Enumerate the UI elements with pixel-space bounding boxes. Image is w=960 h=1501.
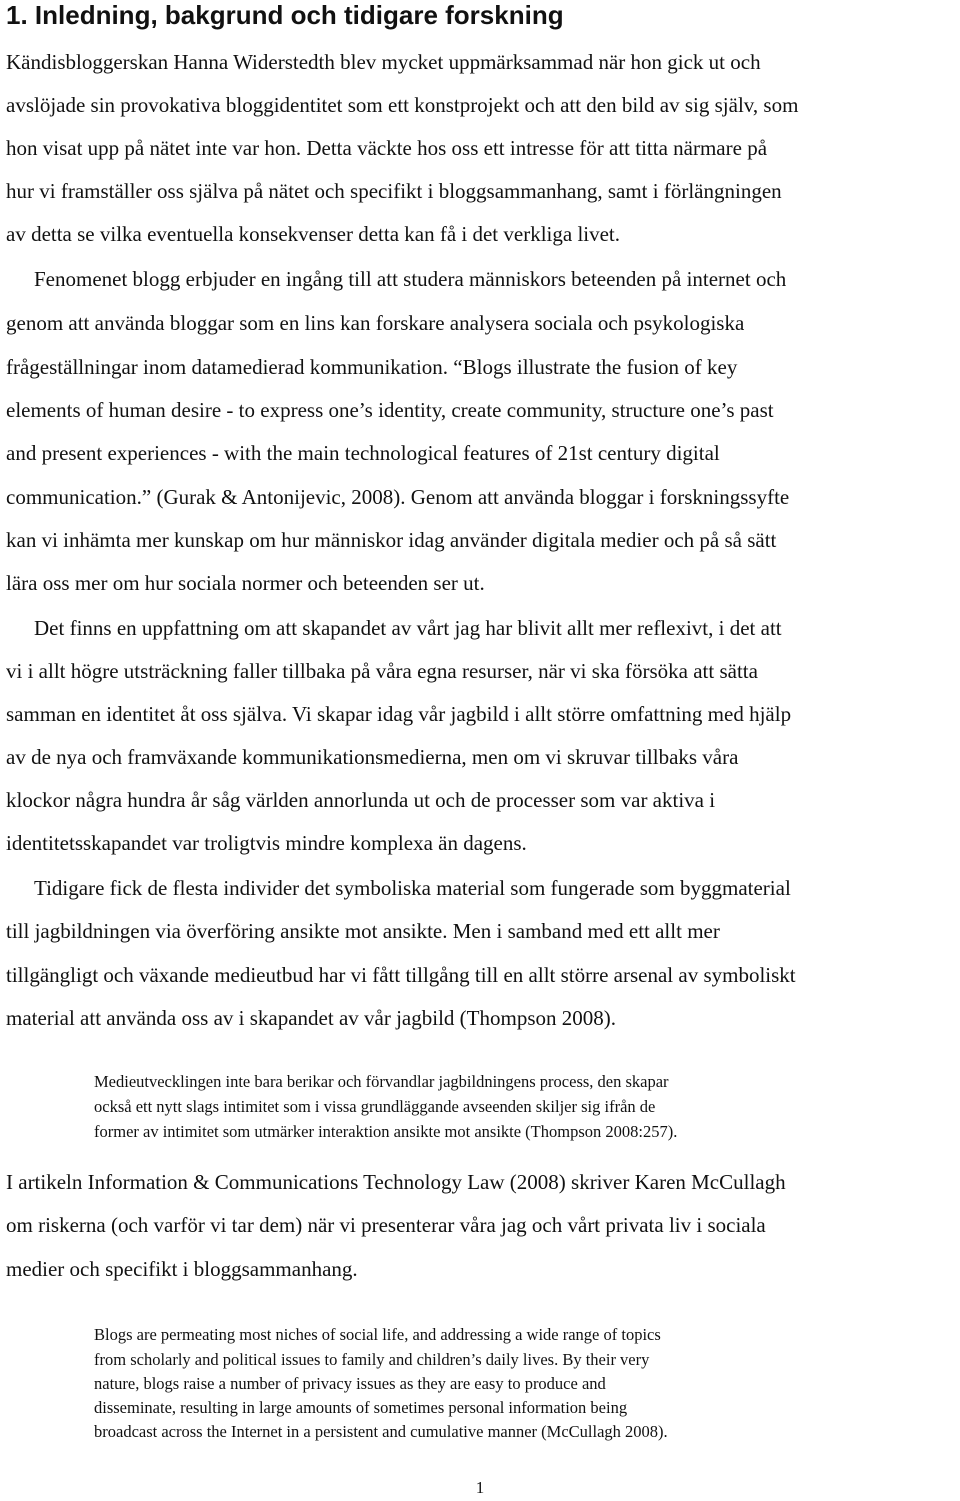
block-quote-2-line: disseminate, resulting in large amounts of sometimes personal information being <box>94 1398 628 1417</box>
paragraph-5-line: medier och specifikt i bloggsammanhang. <box>6 1257 358 1281</box>
block-quote-1-line: former av intimitet som utmärker interaktion ansikte mot ansikte (Thompson 2008:257). <box>94 1122 678 1141</box>
paragraph-1-line: hur vi framställer oss själva på nätet och specifikt i bloggsammanhang, samt i förlängningen <box>6 179 782 203</box>
paragraph-3-line: samman en identitet åt oss själva. Vi skapar idag vår jagbild i allt större omfattning med hjälp <box>6 702 792 726</box>
paragraph-3-line: vi i allt högre utsträckning faller tillbaka på våra egna resurser, när vi ska försöka att sätta <box>6 659 758 683</box>
section-heading: 1. Inledning, bakgrund och tidigare forskning <box>6 0 564 30</box>
paragraph-1-line: hon visat upp på nätet inte var hon. Detta väckte hos oss ett intresse för att titta närmare på <box>6 136 768 160</box>
paragraph-3-line: klockor några hundra år såg världen annorlunda ut och de processer som var aktiva i <box>6 788 716 812</box>
paragraph-2-line: communication.” (Gurak & Antonijevic, 2008). Genom att använda bloggar i forskningssyfte <box>6 485 790 509</box>
paragraph-2-line: kan vi inhämta mer kunskap om hur människor idag använder digitala medier och på så sätt <box>6 528 777 552</box>
paragraph-3-line: av de nya och framväxande kommunikationsmedierna, men om vi skruvar tillbaks våra <box>6 745 739 769</box>
page-number: 1 <box>475 1478 485 1497</box>
paragraph-5-line: om riskerna (och varför vi tar dem) när vi presenterar våra jag och vårt privata liv i sociala <box>6 1213 766 1237</box>
paragraph-4-line: Tidigare fick de flesta individer det symboliska material som fungerade som byggmaterial <box>34 876 791 900</box>
paragraph-1-line: av detta se vilka eventuella konsekvenser detta kan få i det verkliga livet. <box>6 222 621 246</box>
block-quote-2-line: broadcast across the Internet in a persistent and cumulative manner (McCullagh 2008). <box>94 1422 668 1441</box>
paragraph-1-line: avslöjade sin provokativa bloggidentitet som ett konstprojekt och att den bild av sig själv, som <box>6 93 799 117</box>
paragraph-2-line: Fenomenet blogg erbjuder en ingång till att studera människors beteenden på internet och <box>34 267 787 291</box>
paragraph-4-line: tillgängligt och växande medieutbud har vi fått tillgång till en allt större arsenal av symboliskt <box>6 963 796 987</box>
block-quote-1-line: också ett nytt slags intimitet som i vissa grundläggande avseenden skiljer sig ifrån de <box>94 1097 656 1116</box>
paragraph-5-line: I artikeln Information & Communications Technology Law (2008) skriver Karen McCullagh <box>6 1170 786 1194</box>
block-quote-2-line: Blogs are permeating most niches of social life, and addressing a wide range of topics <box>94 1325 661 1344</box>
block-quote-1-line: Medieutvecklingen inte bara berikar och förvandlar jagbildningens process, den skapar <box>94 1072 669 1091</box>
paragraph-2-line: lära oss mer om hur sociala normer och beteenden ser ut. <box>6 571 485 595</box>
paragraph-2-line: frågeställningar inom datamedierad kommunikation. “Blogs illustrate the fusion of key <box>6 355 738 379</box>
paragraph-3-line: identitetsskapandet var troligtvis mindre komplexa än dagens. <box>6 831 527 855</box>
paragraph-2-line: elements of human desire - to express one’s identity, create community, structure one’s past <box>6 398 774 422</box>
paragraph-1-line: Kändisbloggerskan Hanna Widerstedth blev mycket uppmärksammad när hon gick ut och <box>6 50 761 74</box>
paragraph-4-line: till jagbildningen via överföring ansikte mot ansikte. Men i samband med ett allt mer <box>6 919 720 943</box>
block-quote-2-line: from scholarly and political issues to family and children’s daily lives. By their very <box>94 1350 650 1369</box>
paragraph-2-line: genom att använda bloggar som en lins kan forskare analysera sociala och psykologiska <box>6 311 745 335</box>
block-quote-2-line: nature, blogs raise a number of privacy issues as they are easy to produce and <box>94 1374 606 1393</box>
paragraph-2-line: and present experiences - with the main technological features of 21st century digital <box>6 441 720 465</box>
paragraph-3-line: Det finns en uppfattning om att skapandet av vårt jag har blivit allt mer reflexivt, i det att <box>34 616 782 640</box>
paragraph-4-line: material att använda oss av i skapandet av vår jagbild (Thompson 2008). <box>6 1006 616 1030</box>
